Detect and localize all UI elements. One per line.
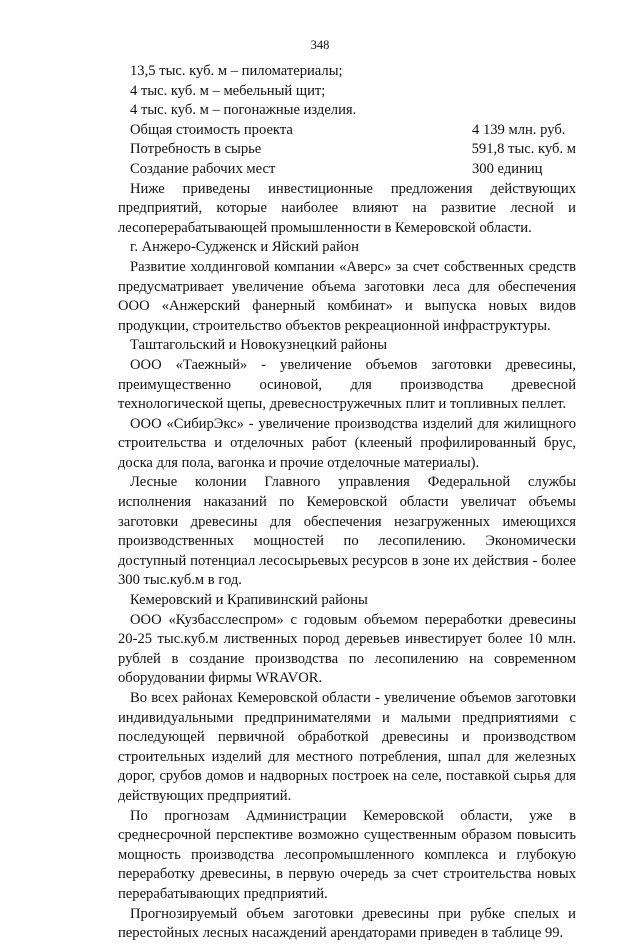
metric-row: [118, 160, 576, 180]
list-item: 4 тыс. куб. м – погонажные изделия.: [130, 102, 357, 119]
metric-row: [118, 121, 576, 141]
section-heading: Таштагольский и Новокузнецкий районы: [130, 337, 388, 354]
paragraph: Развитие холдинговой компании «Аверс» за счет собственных средств предусматривает увеличение объема заготовки леса для обеспечения ООО «Анжерский фанерный комбинат» и выпуска новых видов продукции, строительство объектов рекреационной инфраструктуры.: [118, 258, 576, 334]
metric-value: 4 139 млн. руб.: [472, 121, 566, 138]
paragraph: ООО «СибирЭкс» - увеличение производства изделий для жилищного строительства и отделочных работ (клееный профилированный брус, доска для пола, вагонка и прочие отделочные материалы).: [118, 415, 576, 471]
paragraph: По прогнозам Администрации Кемеровской области, уже в среднесрочной перспективе возможно существенным образом повысить мощность производства лесопромышленного комплекса и глубокую переработку древесины, в первую очередь за счет строительства новых перерабатывающих предприятий.: [118, 807, 576, 902]
section-heading: Кемеровский и Крапивинский районы: [130, 592, 368, 609]
metric-label: Общая стоимость проекта: [130, 121, 293, 138]
metric-label: Создание рабочих мест: [130, 160, 276, 177]
metric-value: 591,8 тыс. куб. м: [471, 141, 576, 158]
page-number: 348: [310, 38, 330, 52]
paragraph: ООО «Кузбасслеспром» с годовым объемом переработки древесины 20-25 тыс.куб.м лиственных пород деревьев инвестирует более 10 млн. рублей в создание производства по лесопилению на современном оборудовании фирмы WRAVOR.: [118, 611, 576, 687]
intro-paragraph: Ниже приведены инвестиционные предложения действующих предприятий, которые наиболее влияют на развитие лесной и лесоперерабатывающей промышленности в Кемеровской области.: [118, 180, 576, 236]
paragraph: Во всех районах Кемеровской области - увеличение объемов заготовки индивидуальными предпринимателями и малыми предприятиями с последующей первичной обработкой древесины и производством строительных изделий для местного потребления, шпал для железных дорог, срубов домов и надворных построек на селе, поставкой сырья для действующих предприятий.: [118, 690, 576, 804]
metric-row: [118, 140, 576, 160]
paragraph: Лесные колонии Главного управления Федеральной службы исполнения наказаний по Кемеровской области увеличат объемы заготовки древесины для обеспечения незагруженных имеющихся производственных мощностей по лесопилению. Экономически доступный потенциал лесосырьевых ресурсов в зоне их действия - более 300 тыс.куб.м в год.: [118, 474, 576, 589]
list-item: 4 тыс. куб. м – мебельный щит;: [130, 82, 326, 99]
page-body: [118, 62, 576, 944]
list-item: 13,5 тыс. куб. м – пиломатериалы;: [130, 63, 343, 79]
metric-label: Потребность в сырье: [130, 141, 262, 158]
metric-value: 300 единиц: [472, 160, 543, 177]
section-heading: г. Анжеро-Судженск и Яйский район: [130, 239, 359, 256]
paragraph: ООО «Таежный» - увеличение объемов заготовки древесины, преимущественно осиновой, для производства древесной технологической щепы, древесностружечных плит и топливных пеллет.: [118, 356, 576, 413]
paragraph: Прогнозируемый объем заготовки древесины при рубке спелых и перестойных лесных насаждений арендаторами приведен в таблице 99.: [118, 905, 576, 942]
